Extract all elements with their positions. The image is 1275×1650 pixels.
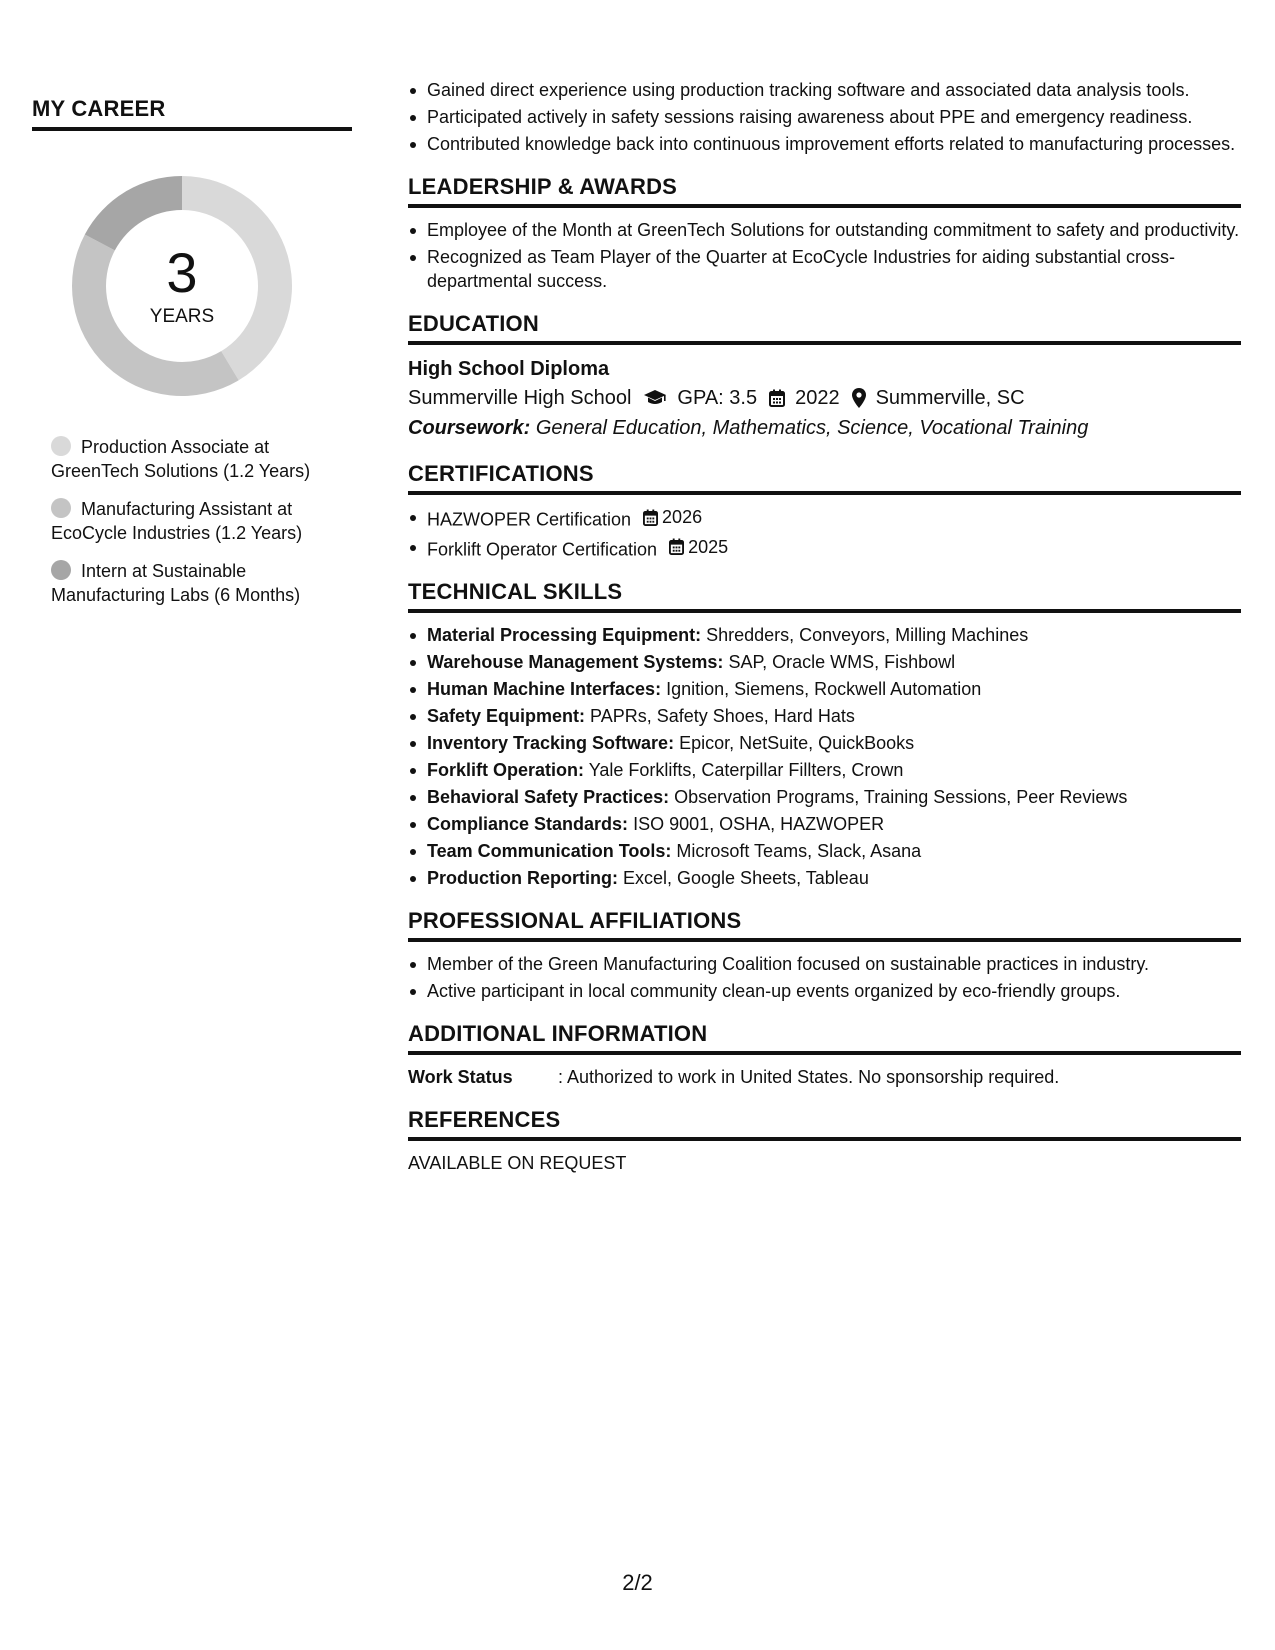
list-item bbox=[408, 623, 1241, 647]
education-details bbox=[408, 383, 1241, 413]
page-number: 2/2 bbox=[622, 1570, 653, 1595]
donut-center bbox=[67, 171, 297, 401]
skill-label: Forklift Operation: bbox=[427, 760, 584, 780]
education-year: 2022 bbox=[795, 387, 840, 409]
calendar-icon bbox=[769, 389, 785, 407]
list-item: Gained direct experience using production tracking software and associated data analysis tools. bbox=[408, 78, 1241, 102]
total-years-unit: YEARS bbox=[149, 306, 215, 327]
leadership-list bbox=[408, 218, 1241, 293]
list-item bbox=[408, 731, 1241, 755]
skill-value: Epicor, NetSuite, QuickBooks bbox=[679, 733, 915, 753]
list-item bbox=[408, 839, 1241, 863]
education-location: Summerville, SC bbox=[875, 387, 1025, 409]
list-item: Employee of the Month at GreenTech Solutions for outstanding commitment to safety and productivity. bbox=[408, 218, 1241, 242]
experience-bullets bbox=[408, 78, 1241, 156]
list-item bbox=[408, 785, 1241, 809]
list-item: Participated actively in safety sessions raising awareness about PPE and emergency readiness. bbox=[408, 105, 1241, 129]
career-sidebar bbox=[32, 96, 352, 621]
list-item: Contributed knowledge back into continuous improvement efforts related to manufacturing processes. bbox=[408, 132, 1241, 156]
skill-value: Ignition, Siemens, Rockwell Automation bbox=[666, 679, 982, 699]
legend-label: Manufacturing Assistant at EcoCycle Industries (1.2 Years) bbox=[51, 499, 303, 543]
affiliations-list bbox=[408, 952, 1241, 1003]
section-title-references: REFERENCES bbox=[408, 1107, 1241, 1141]
calendar-icon bbox=[669, 538, 684, 555]
skills-list bbox=[408, 623, 1241, 890]
list-item bbox=[408, 812, 1241, 836]
certification-name: Forklift Operator Certification bbox=[427, 539, 658, 559]
list-item: Active participant in local community clean-up events organized by eco-friendly groups. bbox=[408, 979, 1241, 1003]
list-item bbox=[408, 866, 1241, 890]
skill-value: SAP, Oracle WMS, Fishbowl bbox=[728, 652, 956, 672]
skill-value: Excel, Google Sheets, Tableau bbox=[623, 868, 869, 888]
certification-year: 2025 bbox=[688, 536, 729, 557]
skill-value: Yale Forklifts, Caterpillar Fillters, Crown bbox=[588, 760, 904, 780]
section-title-skills: TECHNICAL SKILLS bbox=[408, 579, 1241, 613]
skill-value: PAPRs, Safety Shoes, Hard Hats bbox=[590, 706, 855, 726]
skill-value: Observation Programs, Training Sessions, Peer Reviews bbox=[674, 787, 1128, 807]
skill-value: Shredders, Conveyors, Milling Machines bbox=[706, 625, 1029, 645]
certification-name: HAZWOPER Certification bbox=[427, 509, 632, 530]
certification-date bbox=[643, 505, 702, 529]
section-title-education: EDUCATION bbox=[408, 311, 1241, 345]
section-title-affiliations: PROFESSIONAL AFFILIATIONS bbox=[408, 908, 1241, 942]
career-legend bbox=[51, 435, 351, 607]
career-donut-chart bbox=[67, 171, 297, 401]
education-school: Summerville High School bbox=[408, 387, 632, 409]
list-item bbox=[408, 704, 1241, 728]
certification-date bbox=[669, 535, 728, 559]
list-item: Recognized as Team Player of the Quarter at EcoCycle Industries for aiding substantial cross-departmental success. bbox=[408, 245, 1241, 293]
skill-value: ISO 9001, OSHA, HAZWOPER bbox=[633, 814, 885, 834]
work-status-value: : Authorized to work in United States. No sponsorship required. bbox=[558, 1067, 1060, 1087]
skill-label: Production Reporting: bbox=[427, 868, 618, 888]
skill-label: Warehouse Management Systems: bbox=[427, 652, 724, 672]
skill-value: Microsoft Teams, Slack, Asana bbox=[676, 841, 922, 861]
work-status-row bbox=[408, 1065, 1241, 1089]
coursework-label: Coursework: bbox=[408, 417, 531, 439]
main-column bbox=[408, 78, 1241, 1175]
legend-item bbox=[51, 435, 351, 483]
graduation-cap-icon bbox=[643, 389, 667, 407]
list-item bbox=[408, 758, 1241, 782]
skill-label: Behavioral Safety Practices: bbox=[427, 787, 670, 807]
legend-dot bbox=[51, 560, 71, 580]
map-pin-icon bbox=[852, 388, 866, 408]
career-title: MY CAREER bbox=[32, 96, 352, 131]
coursework-value: General Education, Mathematics, Science, Vocational Training bbox=[535, 417, 1089, 439]
legend-item bbox=[51, 559, 351, 607]
legend-item bbox=[51, 497, 351, 545]
legend-dot bbox=[51, 498, 71, 518]
list-item: Member of the Green Manufacturing Coalition focused on sustainable practices in industry. bbox=[408, 952, 1241, 976]
certifications-list bbox=[408, 505, 1241, 561]
education-coursework bbox=[408, 413, 1241, 443]
skill-label: Inventory Tracking Software: bbox=[427, 733, 675, 753]
work-status-label: Work Status bbox=[408, 1067, 513, 1087]
section-title-certifications: CERTIFICATIONS bbox=[408, 461, 1241, 495]
education-degree: High School Diploma bbox=[408, 358, 610, 380]
references-text: AVAILABLE ON REQUEST bbox=[408, 1153, 627, 1173]
legend-label: Production Associate at GreenTech Solutions (1.2 Years) bbox=[51, 437, 311, 481]
legend-dot bbox=[51, 436, 71, 456]
skill-label: Safety Equipment: bbox=[427, 706, 586, 726]
legend-label: Intern at Sustainable Manufacturing Labs (6 Months) bbox=[51, 561, 301, 605]
list-item bbox=[408, 535, 1241, 562]
total-years-value: 3 bbox=[166, 241, 198, 304]
certification-year: 2026 bbox=[662, 507, 703, 527]
skill-label: Team Communication Tools: bbox=[427, 841, 672, 861]
calendar-icon bbox=[643, 509, 658, 526]
skill-label: Compliance Standards: bbox=[427, 814, 629, 834]
skill-label: Human Machine Interfaces: bbox=[427, 679, 662, 699]
skill-label: Material Processing Equipment: bbox=[427, 625, 702, 645]
section-title-leadership: LEADERSHIP & AWARDS bbox=[408, 174, 1241, 208]
list-item bbox=[408, 650, 1241, 674]
list-item bbox=[408, 677, 1241, 701]
education-gpa: GPA: 3.5 bbox=[677, 387, 758, 409]
list-item bbox=[408, 505, 1241, 532]
section-title-additional: ADDITIONAL INFORMATION bbox=[408, 1021, 1241, 1055]
